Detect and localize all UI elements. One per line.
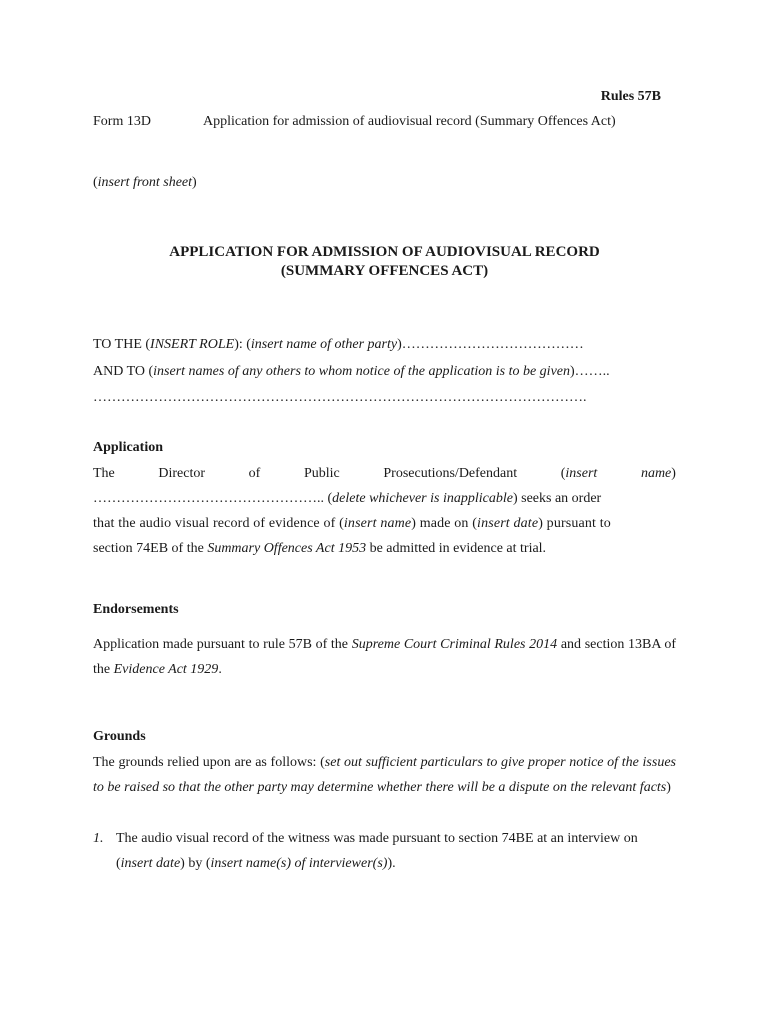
ground-text-c: ).	[387, 856, 396, 871]
grounds-heading: Grounds	[93, 729, 146, 744]
ground-text-a: The audio visual record of the witness was made pursuant to section 74BE at an interview on	[116, 831, 638, 846]
line4-a: section 74EB of the	[93, 541, 208, 556]
criminal-rules: Supreme Court Criminal Rules 2014	[351, 637, 558, 652]
grounds-intro-a: The grounds relied upon are as follows: (	[93, 755, 325, 770]
endorsements-text	[93, 632, 676, 682]
line4-b: be admitted in evidence at trial.	[366, 541, 547, 556]
front-sheet-note	[93, 176, 197, 190]
rules-reference: Rules 57B	[600, 89, 661, 104]
application-line-4	[93, 542, 546, 556]
to-mid: ): (	[234, 337, 251, 352]
applicant-dots: …………………………………………..	[93, 491, 324, 506]
application-line-1	[93, 467, 676, 481]
word-the: The	[93, 466, 115, 481]
to-prefix: TO THE (	[93, 337, 151, 352]
to-role: INSERT ROLE	[150, 337, 235, 352]
front-sheet-text: insert front sheet	[97, 175, 193, 190]
line3-c: ) pursuant to	[538, 516, 611, 531]
insert-open-group	[561, 467, 598, 481]
application-line-2	[93, 492, 676, 506]
endorse-a: Application made pursuant to rule 57B of the	[93, 637, 352, 652]
word-prosecutions: Prosecutions/Defendant	[383, 466, 518, 481]
to-suffix: )…………………………………	[397, 337, 584, 352]
endorse-c: .	[218, 662, 222, 677]
ground-item-number: 1.	[93, 831, 104, 846]
name-close: )	[671, 466, 676, 481]
title-line-2: (SUMMARY OFFENCES ACT)	[280, 263, 489, 279]
endorsements-heading: Endorsements	[93, 602, 179, 617]
insert-date: insert date	[477, 516, 539, 531]
insert-name: insert name	[343, 516, 412, 531]
form-title: Application for admission of audiovisual record (Summary Offences Act)	[203, 114, 616, 129]
endorse-b: and section 13BA of the	[93, 637, 677, 677]
document-title	[93, 243, 676, 281]
delete-note: delete whichever is inapplicable	[332, 491, 513, 506]
dots-line: …………………………………………………………………………………………….	[93, 391, 587, 405]
insert-open: (	[560, 466, 566, 481]
ground-interviewer: insert name(s) of interviewer(s)	[210, 856, 388, 871]
name-word: name	[640, 466, 672, 481]
ground-item-text	[116, 826, 676, 876]
line2-open: (	[324, 491, 333, 506]
title-line-1: APPLICATION FOR ADMISSION OF AUDIOVISUAL RECORD	[169, 244, 600, 260]
word-public: Public	[303, 466, 340, 481]
paren-close: )	[192, 175, 197, 190]
and-to-line	[93, 365, 610, 379]
application-line-3	[93, 517, 676, 531]
and-suffix: )……..	[570, 364, 610, 379]
name-close-group	[641, 467, 676, 481]
to-line	[93, 338, 584, 352]
ground-text-b: by (	[184, 856, 211, 871]
line3-a: that the audio visual record of evidence of (	[93, 516, 344, 531]
and-text: insert names of any others to whom notice of the application is to be given	[153, 364, 570, 379]
summary-offences-act: Summary Offences Act 1953	[207, 541, 367, 556]
form-number: Form 13D	[93, 114, 151, 129]
ground-insert-date: insert date	[120, 856, 181, 871]
line2-rest: ) seeks an order	[512, 491, 602, 506]
evidence-act: Evidence Act 1929	[113, 662, 219, 677]
to-name: insert name of other party	[250, 337, 398, 352]
grounds-instructions: set out sufficient particulars to give proper notice of the issues to be raised so that the other party may determine whether there will be a dispute on the relevant facts	[93, 755, 676, 795]
paren-open: (	[93, 175, 98, 190]
grounds-intro-close: )	[666, 780, 671, 795]
ground-date-open: (	[116, 856, 121, 871]
application-heading: Application	[93, 440, 164, 455]
grounds-intro	[93, 750, 676, 800]
insert-word: insert	[565, 466, 598, 481]
ground-date-close: )	[180, 856, 185, 871]
word-director: Director	[158, 466, 206, 481]
line3-b: ) made on (	[411, 516, 478, 531]
word-of: of	[248, 466, 261, 481]
and-prefix: AND TO (	[93, 364, 154, 379]
